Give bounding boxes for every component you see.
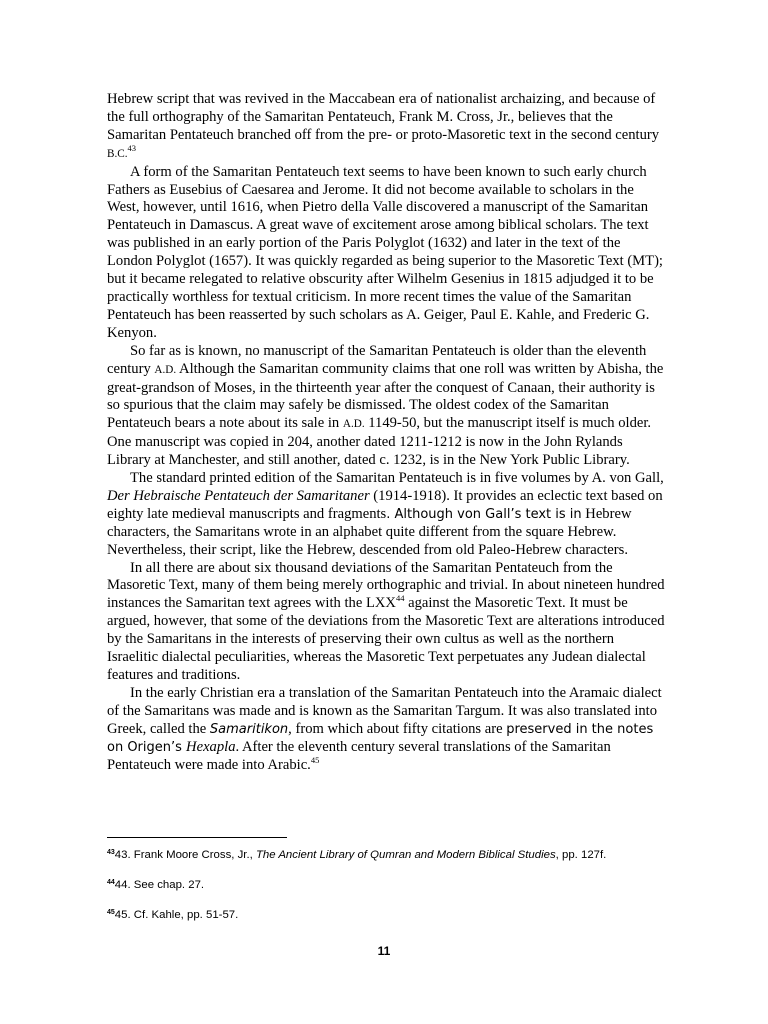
footnote-number: 43. — [114, 849, 131, 861]
footnote-mark: 44 — [107, 879, 115, 886]
paragraph — [107, 470, 665, 560]
book-title: Hexapla — [186, 738, 236, 755]
paragraph-text: 1149-50, but the manuscript itself is much older. One manuscript was copied in 204, another dated 1211-1212 is now in the John Rylands Library at Manchester, and still another, dated c. 1232, is in the New York Public Library. — [107, 415, 652, 469]
footnote-reference[interactable]: 44 — [395, 593, 405, 604]
footnote-text: , pp. 127f. — [555, 849, 607, 861]
paragraph-text: Hebrew script that was revived in the Maccabean era of nationalist archaizing, and because of the full orthography of the Samaritan Pentateuch, Frank M. Cross, Jr., believes that the Samaritan Pentateuch branched off from the pre- or proto-Masoretic text in the second century — [107, 91, 660, 143]
paragraph — [107, 343, 665, 470]
page-number: 11 — [377, 944, 391, 958]
paragraph — [107, 685, 665, 775]
body-text — [107, 91, 665, 774]
footnote-separator — [107, 837, 287, 838]
footnote-number: 45. — [114, 909, 131, 921]
paragraph-text: The standard printed edition of the Samaritan Pentateuch is in five volumes by A. von Gall, — [130, 470, 664, 487]
paragraph-text: In the early Christian era a translation of the Samaritan Pentateuch into the Aramaic dialect of the Samaritans was made and is known as the Samaritan Targum. It was also translated into Greek, called the — [107, 684, 662, 737]
footnote — [107, 908, 238, 922]
paragraph-text: . Although von Gall’s text is in — [386, 506, 582, 522]
paragraph-text: (1914-1918). It provides an eclectic text based on eighty late medieval manuscripts and fragments — [107, 487, 663, 522]
era-abbreviation: A.D. — [342, 418, 365, 431]
footnote-mark: 45 — [107, 909, 115, 916]
footnote-text: Frank Moore Cross, Jr., — [130, 849, 256, 861]
era-abbreviation: B.C. — [107, 147, 128, 160]
footnote-number: 44. — [114, 879, 131, 891]
paragraph-text: In all there are about six thousand deviations of the Samaritan Pentateuch from the Masoretic Text, many of them being merely orthographic and trivial. In about nineteen hundred instances the Samaritan text agrees with the LXX — [107, 559, 665, 612]
footnote-text: See chap. 27. — [130, 879, 205, 891]
footnote-reference[interactable]: 45 — [310, 754, 320, 765]
footnote — [107, 878, 204, 892]
paragraph-text: Hebrew characters, the Samaritans wrote in an alphabet quite different from the square Hebrew. Nevertheless, their script, like the Hebrew, descended from old Paleo-Hebrew characters. — [107, 505, 632, 558]
paragraph-text: So far as is known, no manuscript of the Samaritan Pentateuch is older than the eleventh century — [107, 342, 647, 377]
paragraph: A form of the Samaritan Pentateuch text seems to have been known to such early church Fathers as Eusebius of Caesarea and Jerome. It did not become available to scholars in the West, however, until 1616, when Pietro della Valle discovered a manuscript of the Samaritan Pentateuch in Damascus. A great wave of excitement arose among biblical scholars. The text was published in an early portion of the Paris Polyglot (1632) and later in the text of the London Polyglot (1657). It was quickly regarded as being superior to the Masoretic Text (MT); but it became relegated to relative obscurity after Wilhelm Gesenius in 1815 adjudged it to be practically worthless for textual criticism. In more recent times the value of the Samaritan Pentateuch has been reasserted by such scholars as A. Geiger, Paul E. Kahle, and Frederic G. Kenyon. — [107, 163, 663, 341]
paragraph-text: preserved in the notes on Origen’s — [107, 721, 654, 755]
paragraph-text: against the Masoretic Text. It must be argued, however, that some of the deviations from the Masoretic Text are alterations introduced by the Samaritans in the interests of preserving their own cultus as well as the northern Israelitic dialectal peculiarities, whereas the Masoretic Text perpetuates any Judean dialectal features and traditions. — [107, 595, 665, 683]
paragraph — [107, 91, 665, 164]
footnote-text: Cf. Kahle, pp. 51-57. — [130, 909, 239, 921]
era-abbreviation: A.D. — [154, 363, 177, 376]
footnote-mark: 43 — [107, 849, 115, 856]
paragraph-text: Although the Samaritan community claims that one roll was written by Abisha, the great-grandson of Moses, in the thirteenth year after the conquest of Canaan, their authority is so spurious that the claim may safely be dismissed. The oldest codex of the Samaritan Pentateuch bears a note about its sale in — [107, 360, 664, 432]
paragraph — [107, 560, 665, 685]
footnote — [107, 848, 606, 862]
book-title: Der Hebraische Pentateuch der Samaritaner — [107, 487, 370, 504]
book-title: Samaritikon — [209, 721, 289, 737]
paragraph-text: . After the eleventh century several translations of the Samaritan Pentateuch were made into Arabic. — [107, 738, 611, 773]
footnote-book-title: The Ancient Library of Qumran and Modern Biblical Studies — [255, 849, 556, 861]
footnote-reference[interactable]: 43 — [127, 142, 137, 153]
paragraph-text: , from which about fifty citations are — [288, 720, 507, 737]
